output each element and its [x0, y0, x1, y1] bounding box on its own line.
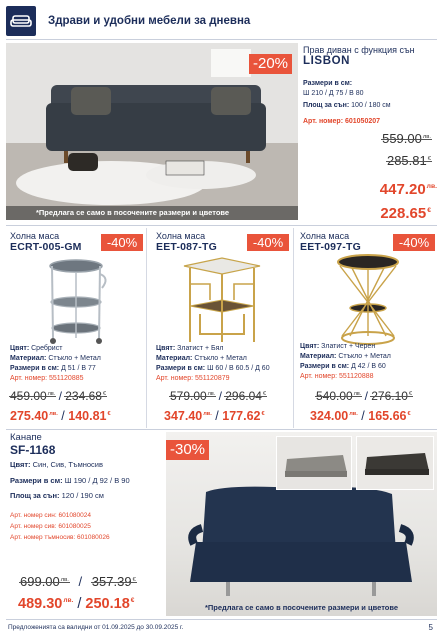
product-image-gold-table [328, 252, 408, 346]
product-old-prices: $579.00^{лв.} / 296.04^€$ [170, 389, 266, 403]
sf-art-blue: Арт. номер син: 601080024 [10, 512, 92, 519]
product-card-eet087 [152, 228, 294, 428]
product-image-side-table [176, 254, 266, 346]
lisbon-name: LISBON [303, 55, 351, 67]
header-divider [6, 39, 437, 40]
product-type: Холна маса [300, 231, 350, 241]
product-code: EET-087-TG [156, 241, 217, 253]
product-dims: Размери в см: Д 42 / В 60 [300, 363, 386, 370]
product-new-prices: $275.40^{лв.} / 140.81^€$ [10, 409, 111, 423]
lisbon-old-eur: 285.81€ [386, 153, 431, 168]
section-divider-2 [6, 429, 437, 430]
lisbon-new-eur: 228.65€ [380, 205, 431, 222]
product-color: Цвят: Златист + Бял [156, 345, 224, 352]
product-code: ECRT-005-GM [10, 241, 82, 253]
page-number: 5 [428, 623, 433, 632]
product-discount-badge: -40% [393, 234, 435, 251]
product-old-prices: $459.00^{лв.} / 234.68^€$ [10, 389, 106, 403]
sf-thumb-darkgrey [356, 436, 434, 490]
sf-note: *Предлага се само в посочените размери и цветове [204, 603, 399, 612]
sf-sleep: Площ за сън: 120 / 190 см [10, 491, 104, 500]
product-material: Материал: Стъкло + Метал [300, 353, 391, 360]
sf-photo [166, 432, 437, 616]
lisbon-note: *Предлага се само в посочените размери и цветове [6, 206, 298, 220]
sofa-icon [6, 6, 36, 36]
lisbon-discount-badge: -20% [249, 54, 292, 74]
sf-art-grey: Арт. номер сив: 601080025 [10, 523, 91, 530]
sf-old-prices: $699.00^{лв.} / 357.39^€$ [20, 574, 136, 589]
product-type: Холна маса [10, 231, 60, 241]
sf-type: Канапе [10, 432, 42, 443]
lisbon-photo [6, 43, 298, 220]
lisbon-type: Прав диван с функция сън [303, 45, 415, 55]
lisbon-dims: Ш 210 / Д 75 / В 80 [303, 90, 364, 97]
product-color: Цвят: Златист + Черен [300, 343, 376, 350]
product-type: Холна маса [156, 231, 206, 241]
product-new-prices: $347.40^{лв.} / 177.62^€$ [164, 409, 265, 423]
lisbon-dims-label: Размери в см: [303, 80, 353, 87]
product-new-prices: $324.00^{лв.} / 165.66^€$ [310, 409, 411, 423]
product-material: Материал: Стъкло + Метал [10, 355, 101, 362]
product-color: Цвят: Сребрист [10, 345, 63, 352]
lisbon-sleep: Площ за сън: 100 / 180 см [303, 102, 391, 109]
lisbon-new-bgn: $447.20^{лв.}$ [379, 181, 437, 198]
lisbon-old-bgn: $559.00^{лв.}$ [382, 131, 431, 146]
sf-dims: Размери в см: Ш 190 / Д 92 / В 90 [10, 476, 130, 485]
sf-discount-badge: -30% [166, 440, 209, 460]
page-title: Здрави и удобни мебели за дневна [48, 15, 251, 27]
sf-new-prices: $489.30^{лв.} / 250.18^€$ [18, 596, 135, 612]
product-card-ecrt005 [6, 228, 147, 428]
sf-code: SF-1168 [10, 443, 56, 457]
sf-art-darkgrey: Арт. номер тъмносив: 601080026 [10, 534, 110, 541]
footer-validity: Предложенията са валидни от 01.09.2025 до 30.09.2025 г. [8, 624, 184, 631]
lisbon-art: Арт. номер: 601050207 [303, 118, 381, 125]
product-material: Материал: Стъкло + Метал [156, 355, 247, 362]
product-dims: Размери в см: Д 51 / В 77 [10, 365, 96, 372]
product-image-trolley [36, 254, 116, 346]
product-discount-badge: -40% [247, 234, 289, 251]
section-divider [6, 225, 437, 226]
product-art: Арт. номер: 551120879 [156, 375, 230, 382]
product-code: EET-097-TG [300, 241, 361, 253]
sf-color: Цвят: Син, Сив, Тъмносив [10, 460, 103, 469]
product-old-prices: $540.00^{лв.} / 276.10^€$ [316, 389, 412, 403]
product-dims: Размери в см: Ш 60 / В 60.5 / Д 60 [156, 365, 270, 372]
header-logo-box [6, 6, 36, 36]
product-discount-badge: -40% [101, 234, 143, 251]
product-art: Арт. номер: 551120885 [10, 375, 84, 382]
footer-divider [6, 619, 437, 620]
product-art: Арт. номер: 551120888 [300, 373, 374, 380]
sf-thumb-grey [276, 436, 352, 490]
product-card-eet097 [298, 228, 437, 428]
